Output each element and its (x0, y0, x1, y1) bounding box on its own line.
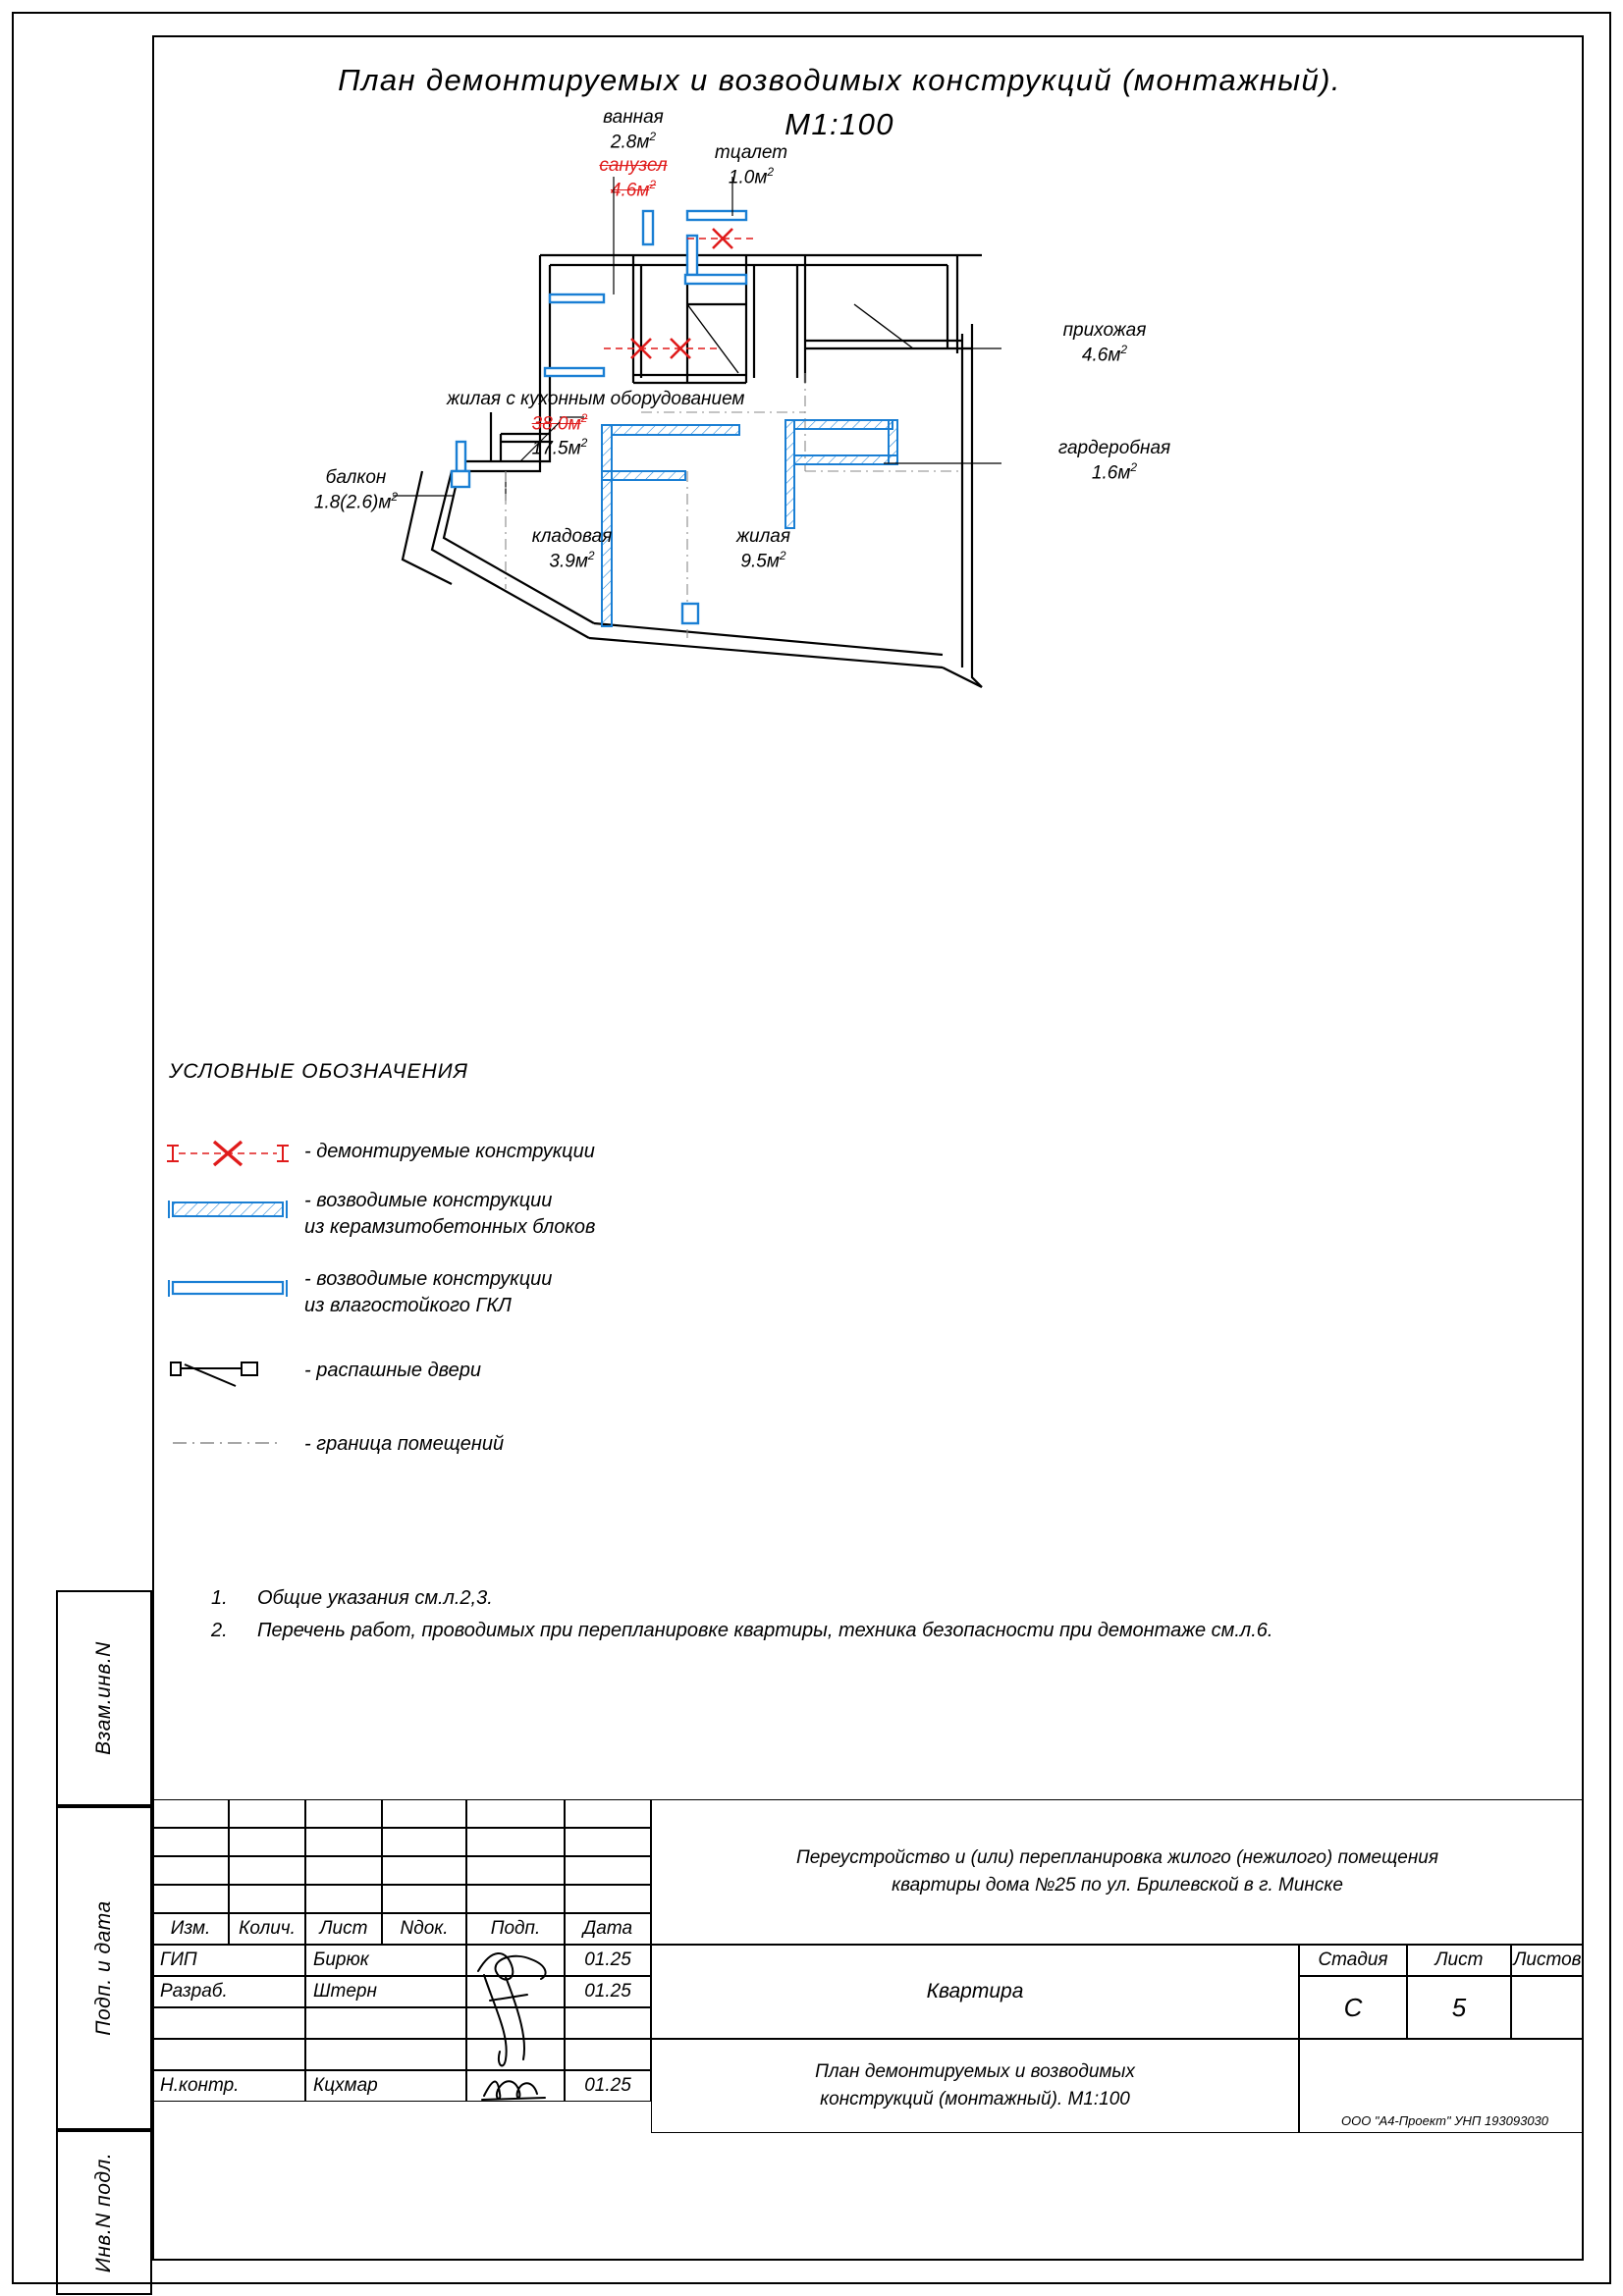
sheet-header: Лист (1407, 1945, 1511, 1976)
room-label-tcalet: тцалет $1.0м^2$ (714, 142, 788, 188)
role-name-gip: ГИП (152, 1945, 305, 1976)
role-date-razrab: 01.25 (565, 1976, 651, 2007)
page-title (177, 59, 1502, 147)
page-title-line1: План демонтируемых и возводимых конструкций (монтажный). (338, 63, 1341, 97)
sheet-title-line2: конструкций (монтажный). М1:100 (820, 2089, 1130, 2109)
sheet-title-line1: План демонтируемых и возводимых (815, 2060, 1135, 2082)
rev-row-empty (152, 1799, 229, 1828)
note-1-number: 1. (211, 1587, 228, 1609)
legend-symbol-demolished (165, 1134, 293, 1178)
rev-row-empty (382, 1885, 466, 1913)
rev-row-empty (565, 1885, 651, 1913)
rev-row-empty (305, 1885, 382, 1913)
note-2-number: 2. (211, 1620, 228, 1641)
legend-label-blocks: - возводимые конструкции из керамзитобетонных блоков (304, 1190, 596, 1238)
rev-row-empty (152, 1856, 229, 1885)
rev-row-empty (382, 1828, 466, 1856)
rev-header-data: Дата (565, 1913, 651, 1945)
rev-row-empty (305, 1856, 382, 1885)
role-date-nkontr: 01.25 (565, 2070, 651, 2102)
rev-row-empty (466, 1885, 565, 1913)
room-label-zhilaya: жилая $9.5м^2$ (735, 526, 791, 572)
rev-row-empty (565, 1828, 651, 1856)
room-label-vannaya: ванная $2.8м^2$ санузел $4.6м^2$ (599, 107, 668, 200)
role-person-nkontr: Кцхмар (305, 2070, 466, 2102)
page-title-scale: М1:100 (784, 106, 894, 141)
rev-row-empty (466, 1799, 565, 1828)
rev-header-ndok: Nдок. (382, 1913, 466, 1945)
legend-label-boundary: - граница помещений (304, 1433, 505, 1455)
object-description-line2: квартиры дома №25 по ул. Брилевской в г. Минске (892, 1875, 1343, 1896)
rev-row-empty (382, 1799, 466, 1828)
room-label-kladovaya: кладовая $3.9м^2$ (531, 526, 613, 572)
object-description (651, 1799, 1584, 1945)
role-person-empty (305, 2007, 466, 2039)
side-label-inv-podl-text: Инв.N подл. (92, 2152, 115, 2273)
rev-row-empty (229, 1828, 305, 1856)
rev-row-empty (152, 1828, 229, 1856)
rev-row-empty (466, 1856, 565, 1885)
rev-header-podp: Подп. (466, 1913, 565, 1945)
side-label-vzam-inv (56, 1590, 152, 1806)
note-1-text: Общие указания см.л.2,3. (257, 1587, 493, 1609)
role-person-gip: Бирюк (305, 1945, 466, 1976)
role-date-empty (565, 2007, 651, 2039)
rev-header-kolich: Колич. (229, 1913, 305, 1945)
rev-row-empty (382, 1856, 466, 1885)
sheets-value (1511, 1976, 1584, 2039)
room-label-prihozhaya: прихожая $4.6м^2$ (1062, 320, 1147, 366)
room-label-zhilaya-kuhnya: жилая с кухонным оборудованием $38.0м^2$ $17.5м^2$ (447, 389, 745, 459)
role-name-razrab: Разраб. (152, 1976, 305, 2007)
rev-row-empty (466, 1828, 565, 1856)
rev-row-empty (152, 1885, 229, 1913)
role-person-razrab: Штерн (305, 1976, 466, 2007)
sheet-title (651, 2039, 1299, 2133)
rev-header-list: Лист (305, 1913, 382, 1945)
stage-value: С (1299, 1976, 1407, 2039)
rev-row-empty (305, 1828, 382, 1856)
demolition-marks (604, 229, 756, 358)
rev-row-empty (565, 1799, 651, 1828)
role-name-nkontr: Н.контр. (152, 2070, 305, 2102)
role-name-empty (152, 2039, 305, 2070)
company-block (1299, 2039, 1584, 2133)
rev-row-empty (305, 1799, 382, 1828)
room-label-balkon: балкон $1.8(2.6)м^2$ (313, 467, 399, 513)
role-date-gip: 01.25 (565, 1945, 651, 1976)
rev-row-empty (229, 1799, 305, 1828)
rev-header-izm: Изм. (152, 1913, 229, 1945)
legend-label-demolished: - демонтируемые конструкции (304, 1141, 595, 1162)
legend-title: УСЛОВНЫЕ ОБОЗНАЧЕНИЯ (169, 1060, 468, 1083)
note-2-text: Перечень работ, проводимых при перепланировке квартиры, техника безопасности при демонтаже см.л.6. (257, 1620, 1273, 1641)
side-label-inv-podl (56, 2130, 152, 2295)
object-name: Квартира (651, 1945, 1299, 2039)
side-label-podp-data-text: Подп. и дата (92, 1900, 115, 2036)
sheets-header: Листов (1511, 1945, 1584, 1976)
side-label-podp-data (56, 1806, 152, 2130)
rev-row-empty (229, 1856, 305, 1885)
role-date-empty (565, 2039, 651, 2070)
role-person-empty (305, 2039, 466, 2070)
rev-row-empty (565, 1856, 651, 1885)
legend-symbol-doors (165, 1355, 293, 1399)
legend-symbol-blocks (165, 1191, 293, 1235)
title-block (152, 1799, 1584, 2261)
legend-label-doors: - распашные двери (304, 1360, 482, 1381)
company-name: ООО "А4-Проект" УНП 193093030 (1340, 2113, 1549, 2128)
signature-nkontr (476, 2070, 565, 2104)
rev-row-empty (229, 1885, 305, 1913)
role-name-empty (152, 2007, 305, 2039)
legend-label-gkl: - возводимые конструкции из влагостойкого ГКЛ (304, 1268, 553, 1316)
legend-symbol-gkl (165, 1269, 293, 1313)
sheet-value: 5 (1407, 1976, 1511, 2039)
legend-symbol-boundary (165, 1433, 293, 1458)
side-label-vzam-inv-text: Взам.инв.N (92, 1641, 115, 1755)
stage-header: Стадия (1299, 1945, 1407, 1976)
object-description-line1: Переустройство и (или) перепланировка жилого (нежилого) помещения (795, 1846, 1439, 1868)
room-label-garderobnaya: гардеробная $1.6м^2$ (1057, 438, 1171, 484)
